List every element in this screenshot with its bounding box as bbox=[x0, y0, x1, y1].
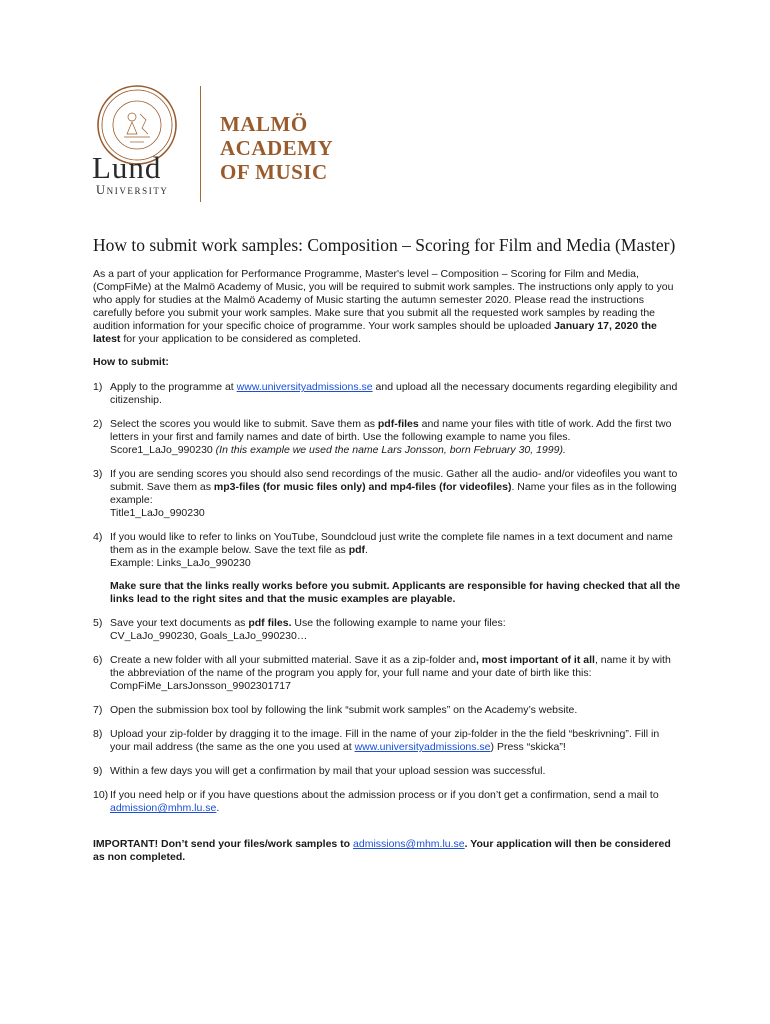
admissions-email-link[interactable]: admissions@mhm.lu.se bbox=[353, 838, 465, 850]
steps-list bbox=[93, 381, 681, 815]
step-text: Use the following example to name your files: bbox=[291, 617, 506, 629]
step-example: CompFiMe_LarsJonsson_9902301717 bbox=[110, 680, 291, 692]
intro-paragraph bbox=[93, 268, 681, 346]
step-text: Within a few days you will get a confirmation by mail that your upload session was successful. bbox=[110, 765, 546, 777]
step-number: 3) bbox=[93, 468, 103, 480]
step-2 bbox=[93, 418, 681, 457]
step-example bbox=[110, 444, 681, 457]
step-example: Title1_LaJo_990230 bbox=[110, 507, 205, 519]
step-bold: mp3-files (for music files only) and mp4-files (for videofiles) bbox=[213, 481, 512, 493]
step-text: ) Press “skicka”! bbox=[490, 741, 566, 753]
intro-text-end: for your application to be considered as completed. bbox=[120, 333, 361, 345]
step-bold: pdf files. bbox=[248, 617, 292, 629]
intro-text: As a part of your application for Performance Programme, Master's level – Composition – Scoring for Film and Media, (CompFiMe) at the Malmö Academy of Music, you will be required to submit work samples. The instructions only apply to you who apply for studies at the Malmö Academy of Music starting the autumn semester 2020. Please read the instructions carefully before you submit your work samples. Make sure that you submit all the requested work samples by reading the audition information for your specific choice of programme. Your work samples should be uploaded bbox=[93, 268, 674, 332]
step-text: If you need help or if you have questions about the admission process or if you don’t get a confirmation, send a mail to bbox=[110, 789, 659, 801]
links-warning: Make sure that the links really works before you submit. Applicants are responsible for having checked that all the links lead to the right sites and that the music examples are playable. bbox=[110, 580, 681, 605]
step-number: 1) bbox=[93, 381, 103, 393]
step-text: Select the scores you would like to submit. Save them as bbox=[110, 418, 378, 430]
step-bold: pdf bbox=[348, 544, 366, 556]
lund-wordmark: Lund bbox=[92, 150, 162, 185]
step-example: CV_LaJo_990230, Goals_LaJo_990230… bbox=[110, 630, 308, 642]
step-text: . bbox=[365, 544, 368, 556]
step-text: . Name your files as in the following example: bbox=[110, 481, 677, 506]
universityadmissions-link[interactable]: www.universityadmissions.se bbox=[354, 741, 491, 753]
header-divider bbox=[200, 86, 201, 202]
academy-name bbox=[220, 112, 333, 184]
step-text: Create a new folder with all your submitted material. Save it as a zip-folder and bbox=[110, 654, 476, 666]
university-wordmark: University bbox=[96, 183, 169, 197]
step-text: Save your text documents as bbox=[110, 617, 249, 629]
step-number: 4) bbox=[93, 531, 103, 543]
academy-name-line: OF MUSIC bbox=[220, 160, 328, 184]
step-9 bbox=[93, 765, 681, 778]
academy-name-line: ACADEMY bbox=[220, 136, 334, 160]
step-number: 10) bbox=[93, 789, 109, 801]
step-text: , name it by with the abbreviation of the name of the program you apply for, your full name and your date of birth like this: bbox=[110, 654, 671, 679]
example-note: (In this example we used the name Lars Jonsson, born February 30, 1999). bbox=[215, 444, 566, 456]
step-text: and name your files with title of work. Add the first two letters in your first and family names and date of birth. Use the following example to name you files. bbox=[110, 418, 672, 443]
step-text: Open the submission box tool by following the link “submit work samples” on the Academy’s website. bbox=[110, 704, 578, 716]
step-example: Example: Links_LaJo_990230 bbox=[110, 557, 251, 569]
step-text: If you would like to refer to links on YouTube, Soundcloud just write the complete file names in a text document and name them as in the example below. Save the text file as bbox=[110, 531, 673, 556]
example-filename: Score1_LaJo_990230 bbox=[110, 444, 216, 456]
step-4 bbox=[93, 531, 681, 606]
important-text: . Your application will then be considered as non completed. bbox=[93, 838, 671, 863]
step-text: and upload all the necessary documents regarding elegibility and citizenship. bbox=[110, 381, 678, 406]
academy-name-line: MALMÖ bbox=[220, 112, 308, 136]
step-1 bbox=[93, 381, 681, 407]
step-3 bbox=[93, 468, 681, 520]
step-text: Apply to the programme at bbox=[110, 381, 237, 393]
how-to-heading: How to submit: bbox=[93, 356, 169, 368]
step-number: 2) bbox=[93, 418, 103, 430]
step-number: 8) bbox=[93, 728, 103, 740]
step-number: 7) bbox=[93, 704, 103, 716]
step-8 bbox=[93, 728, 681, 754]
step-bold: pdf-files bbox=[377, 418, 419, 430]
step-bold: , most important of it all bbox=[475, 654, 595, 666]
step-number: 5) bbox=[93, 617, 103, 629]
deadline-text: January 17, 2020 the latest bbox=[93, 320, 657, 345]
important-text: IMPORTANT! Don’t send your files/work samples to bbox=[93, 838, 354, 850]
step-text: Upload your zip-folder by dragging it to the image. Fill in the name of your zip-folder in the the field “beskrivning”. Fill in your mail address (the same as the one you used at bbox=[110, 728, 660, 753]
step-6 bbox=[93, 654, 681, 693]
step-text: . bbox=[216, 802, 220, 814]
step-text: If you are sending scores you should also send recordings of the music. Gather all the audio- and/or videofiles you want to submit. Save them as bbox=[110, 468, 678, 493]
important-notice bbox=[93, 838, 681, 864]
universityadmissions-link[interactable]: www.universityadmissions.se bbox=[236, 381, 373, 393]
step-7 bbox=[93, 704, 681, 717]
step-5 bbox=[93, 617, 681, 643]
document-body bbox=[93, 268, 681, 875]
step-10 bbox=[93, 789, 681, 815]
admission-email-link[interactable]: admission@mhm.lu.se bbox=[110, 802, 217, 814]
step-number: 6) bbox=[93, 654, 103, 666]
document-title: How to submit work samples: Composition – Scoring for Film and Media (Master) bbox=[93, 235, 676, 255]
step-number: 9) bbox=[93, 765, 103, 777]
